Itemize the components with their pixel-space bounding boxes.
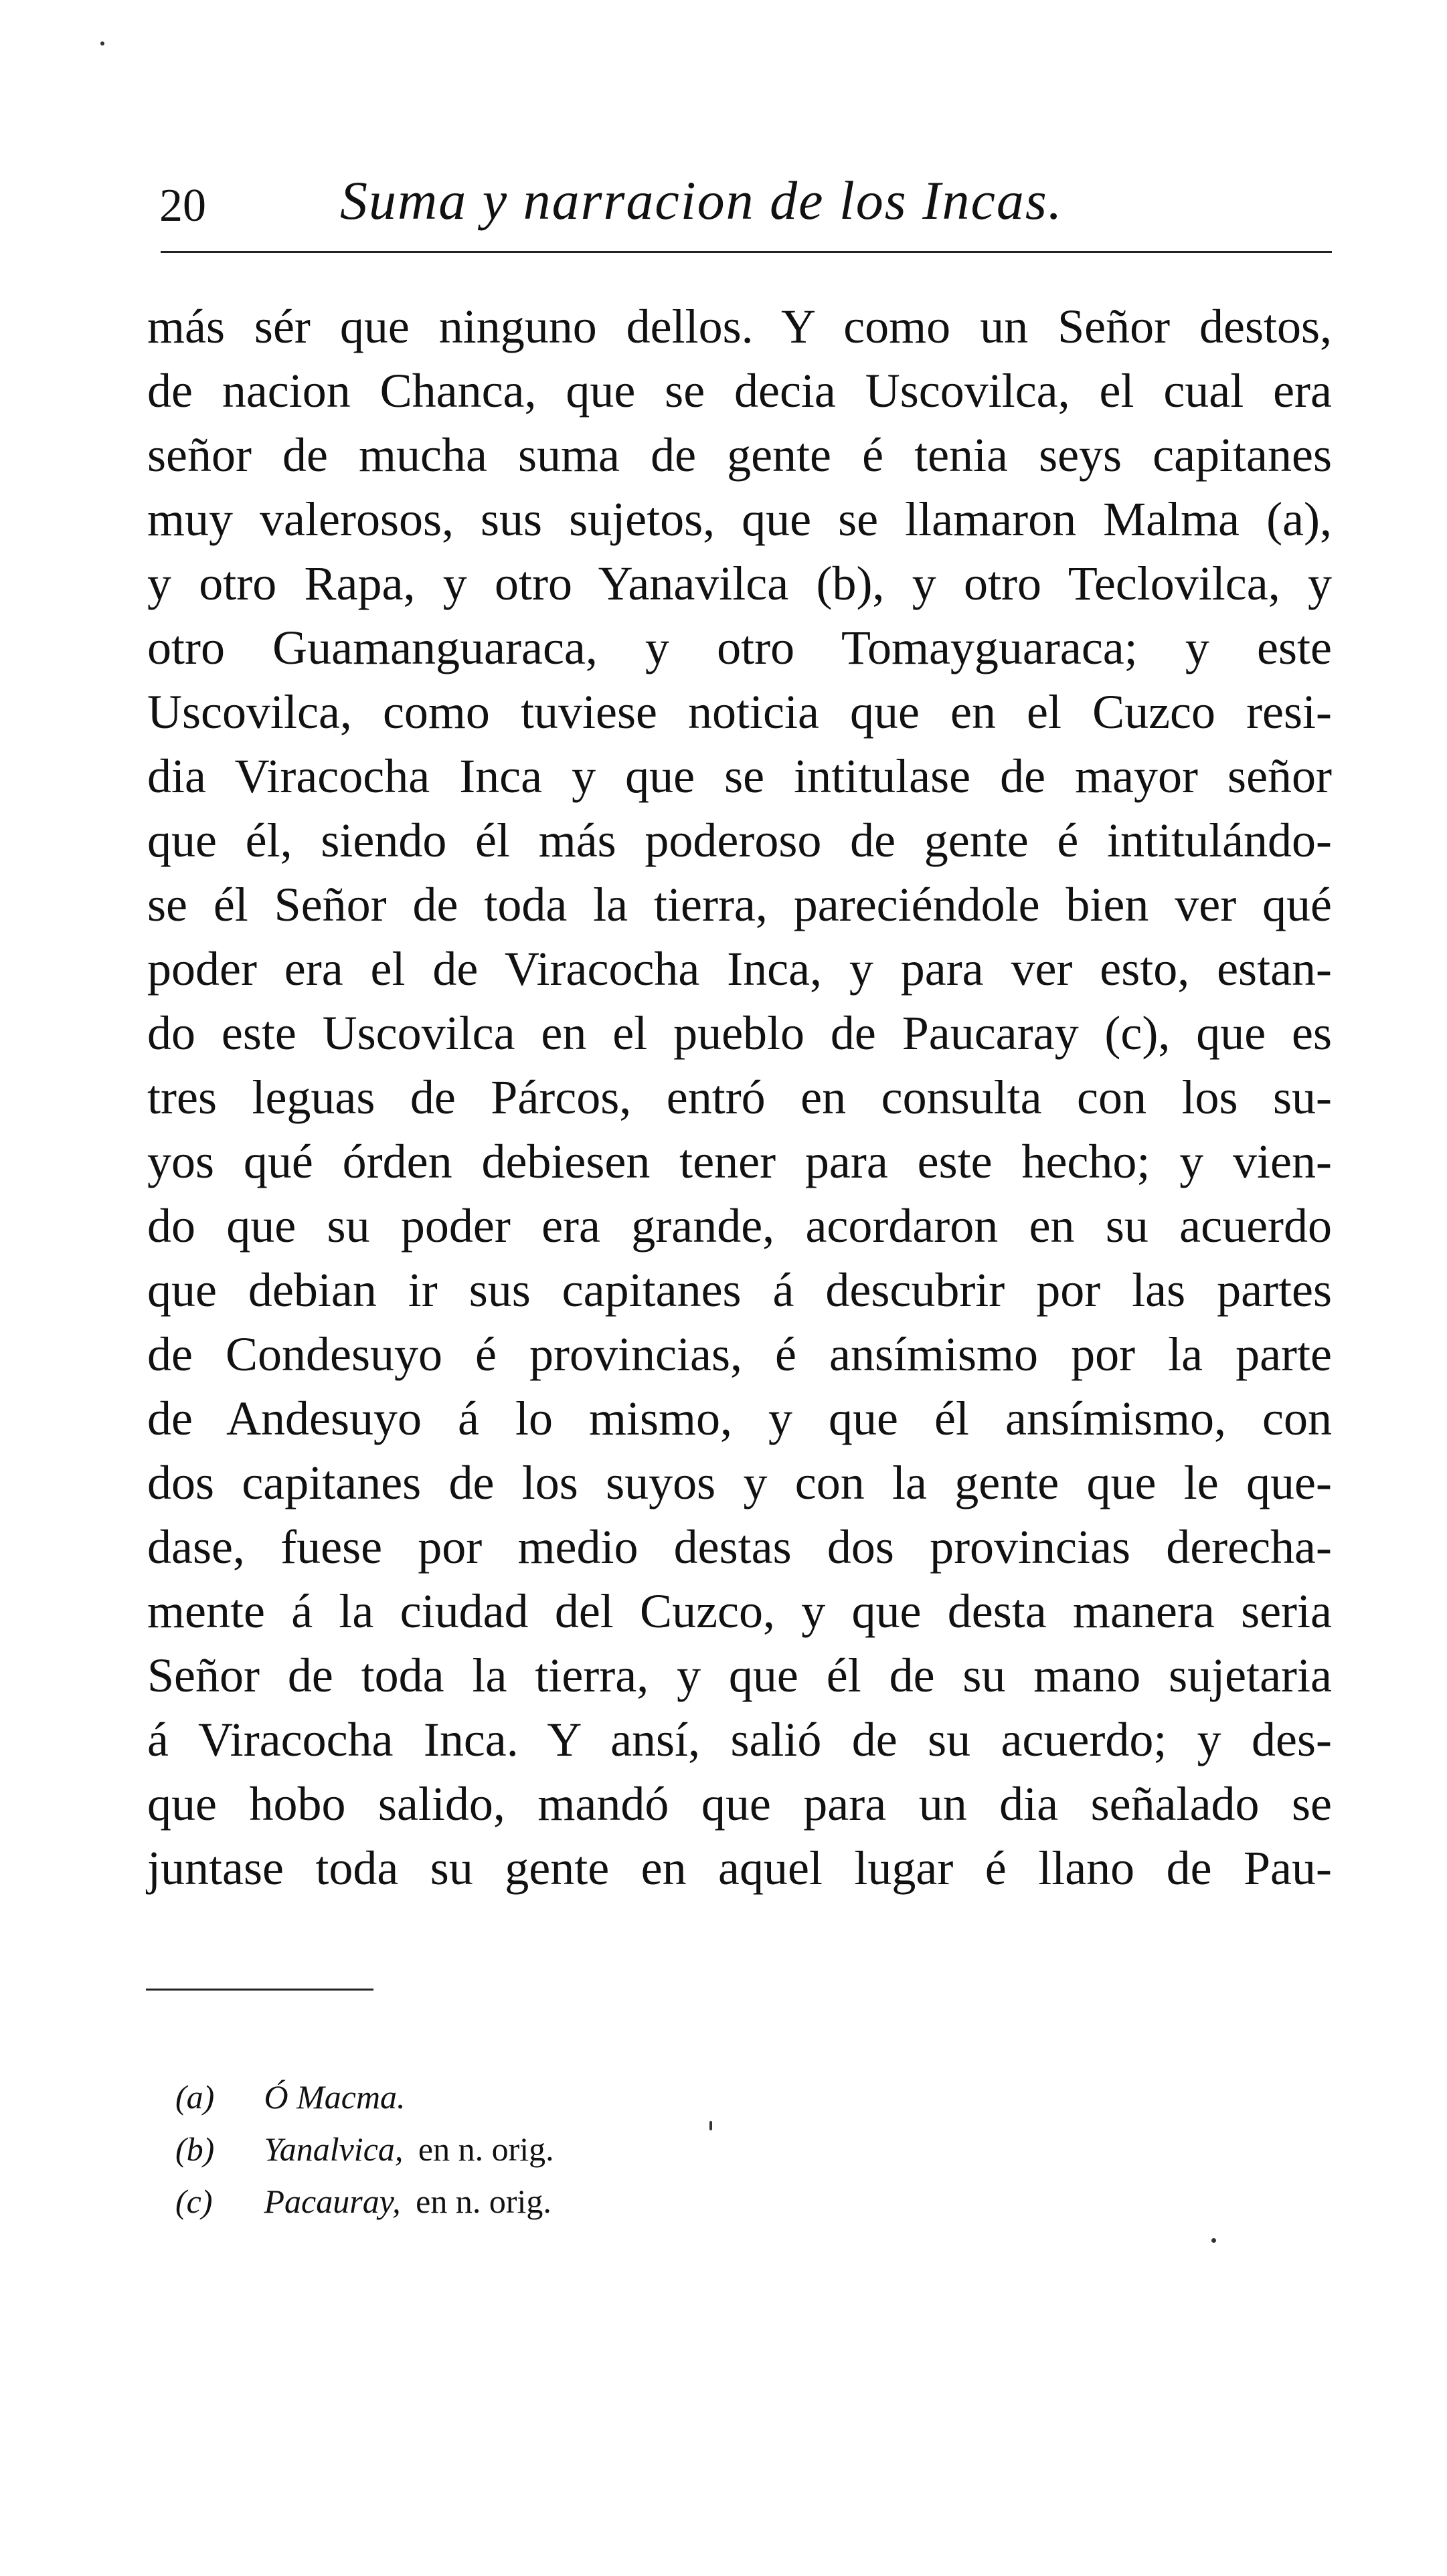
body-line: de nacion Chanca, que se decia Uscovilca, el cual era [147,364,1332,418]
body-line: de Condesuyo é provincias, é ansímismo por la parte [147,1327,1332,1381]
scan-speck [1211,2238,1216,2243]
body-line: que él, siendo él más poderoso de gente é intitulándo- [147,814,1332,867]
body-line: do este Uscovilca en el pueblo de Paucaray (c), que es [147,1006,1332,1060]
body-line: Uscovilca, como tuviese noticia que en el Cuzco resi- [147,685,1332,739]
page-number: 20 [159,180,206,232]
body-line: señor de mucha suma de gente é tenia seys capitanes [147,428,1332,482]
body-line: mente á la ciudad del Cuzco, y que desta manera seria [147,1584,1332,1638]
body-line: que hobo salido, mandó que para un dia señalado se [147,1777,1332,1831]
footnote-text: Yanalvica, [264,2130,404,2168]
footnote [175,2071,554,2123]
body-line: se él Señor de toda la tierra, pareciéndole bien ver qué [147,878,1332,931]
body-line: que debian ir sus capitanes á descubrir por las partes [147,1263,1332,1317]
body-line: otro Guamanguaraca, y otro Tomayguaraca; y este [147,621,1332,674]
body-line: do que su poder era grande, acordaron en su acuerdo [147,1199,1332,1253]
body-line: Señor de toda la tierra, y que él de su mano sujetaria [147,1649,1332,1702]
footnote-mark: (c) [175,2183,213,2220]
body-line: y otro Rapa, y otro Yanavilca (b), y otro Teclovilca, y [147,557,1332,610]
header-rule [161,251,1332,253]
footnote-mark: (a) [175,2078,215,2116]
footnote-text: Pacauray, [264,2183,401,2220]
body-line: tres leguas de Párcos, entró en consulta con los su- [147,1071,1332,1124]
body-text [147,294,1332,1900]
page-header [159,167,1332,241]
footnote-text: Ó Macma. [264,2078,406,2116]
body-line: dos capitanes de los suyos y con la gente que le que- [147,1456,1332,1509]
footnote-mark: (b) [175,2130,215,2168]
body-line: de Andesuyo á lo mismo, y que él ansímismo, con [147,1392,1332,1445]
body-line: dia Viracocha Inca y que se intitulase de mayor señor [147,749,1332,803]
footnote-note: en n. orig. [418,2130,554,2168]
footnote [175,2123,554,2175]
body-line: más sér que ninguno dellos. Y como un Señor destos, [147,300,1332,353]
footnote [175,2175,554,2227]
scan-speck [709,2121,712,2130]
body-line: muy valerosos, sus sujetos, que se llamaron Malma (a), [147,492,1332,546]
body-line: juntase toda su gente en aquel lugar é llano de Pau- [147,1841,1332,1895]
body-line: á Viracocha Inca. Y ansí, salió de su acuerdo; y des- [147,1713,1332,1766]
body-line: yos qué órden debiesen tener para este hecho; y vien- [147,1135,1332,1188]
scan-speck [100,41,104,45]
footnote-note: en n. orig. [416,2183,551,2220]
body-line: dase, fuese por medio destas dos provincias derecha- [147,1520,1332,1574]
running-title: Suma y narracion de los Incas. [340,170,1063,231]
footnotes [175,2071,554,2227]
body-line: poder era el de Viracocha Inca, y para ver esto, estan- [147,942,1332,996]
footnote-rule [146,1989,373,1991]
